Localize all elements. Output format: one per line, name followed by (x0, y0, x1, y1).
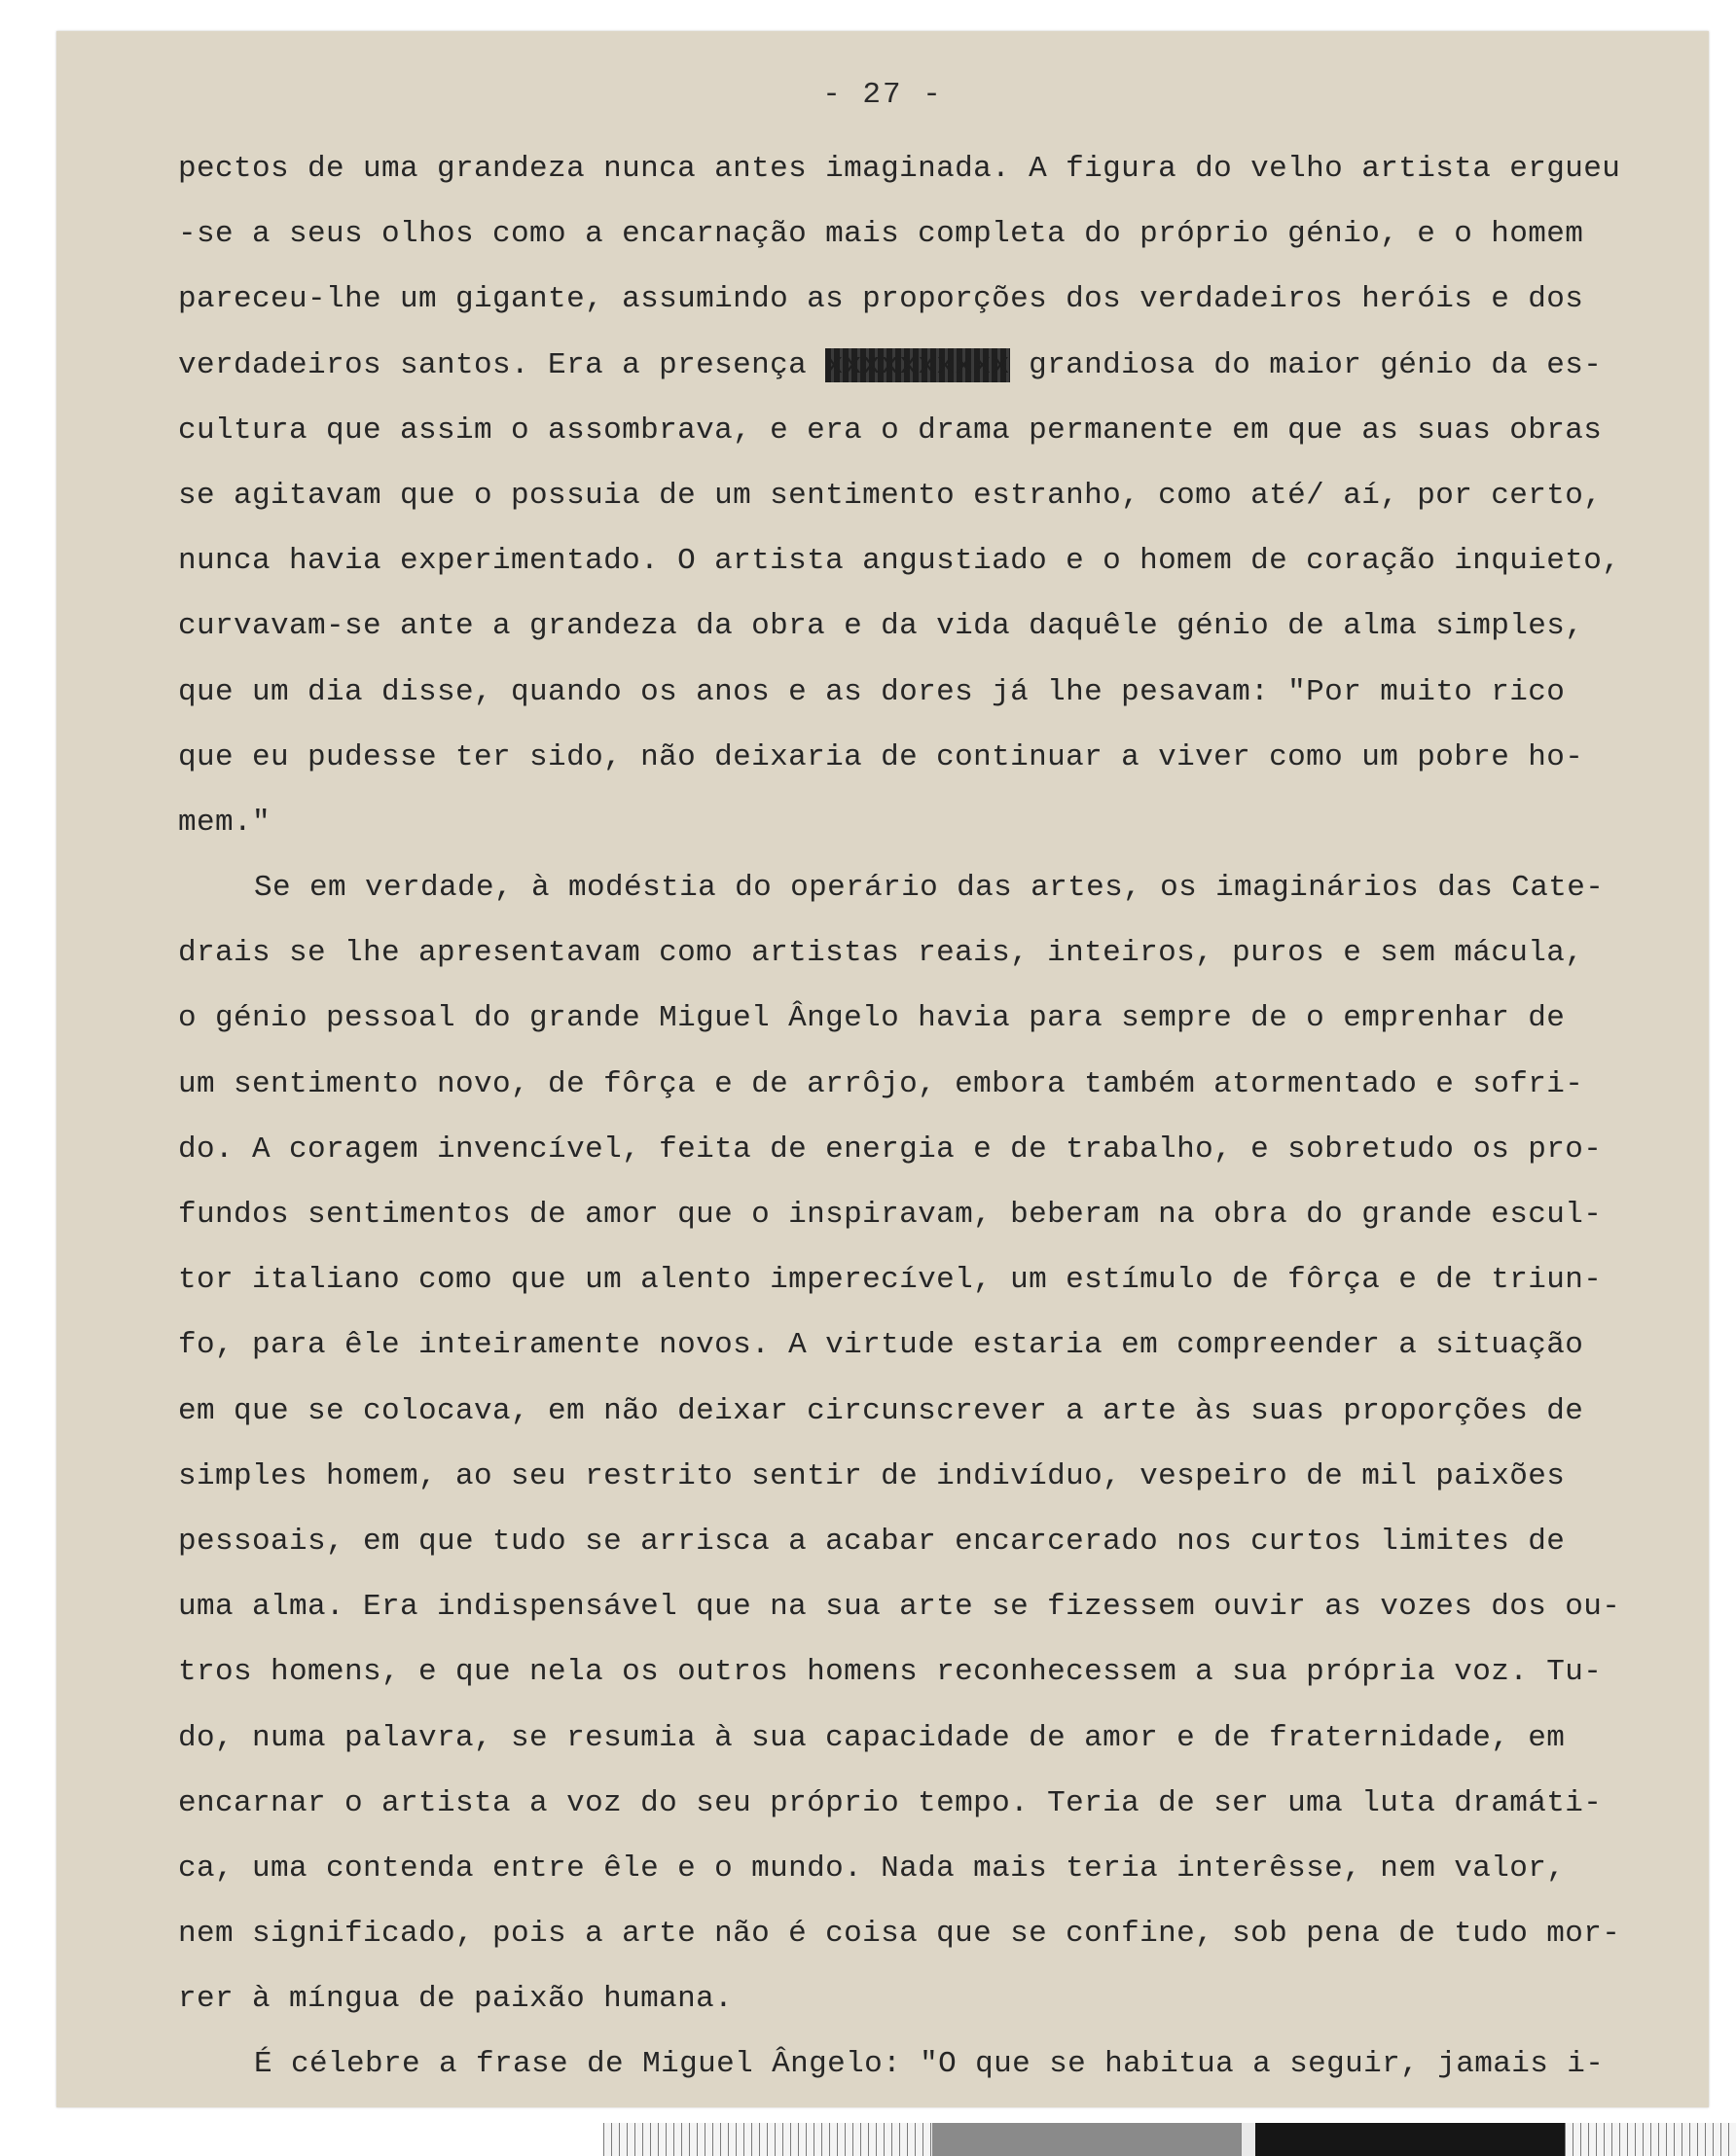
line-text: Se em verdade, à modéstia do operário das artes, os imaginários das Cate- (254, 871, 1605, 906)
text-line (178, 790, 1691, 855)
text-line (178, 463, 1691, 528)
line-text: encarnar o artista a voz do seu próprio tempo. Teria de ser uma luta dramáti- (178, 1785, 1603, 1820)
line-text: em que se colocava, em não deixar circunscrever a arte às suas proporções de (178, 1393, 1584, 1428)
document-page (56, 31, 1709, 2107)
text-line (178, 1444, 1691, 1509)
text-line (178, 1836, 1691, 1901)
text-line (178, 1706, 1691, 1771)
line-text-continued: grandiosa do maior génio da es- (1010, 347, 1603, 382)
scan-dark-patch (1255, 2123, 1565, 2156)
text-line (178, 2031, 1691, 2097)
line-text: uma alma. Era indispensável que na sua arte se fizessem ouvir as vozes dos ou- (178, 1590, 1621, 1625)
line-text: pectos de uma grandeza nunca antes imaginada. A figura do velho artista ergueu (178, 152, 1621, 186)
line-text: curvavam-se ante a grandeza da obra e da vida daquêle génio de alma simples, (178, 609, 1584, 644)
line-text: -se a seus olhos como a encarnação mais completa do próprio génio, e o homem (178, 217, 1584, 252)
text-line (178, 593, 1691, 659)
line-text: fundos sentimentos de amor que o inspiravam, beberam na obra do grande escul- (178, 1198, 1603, 1232)
text-line (178, 1182, 1691, 1247)
text-line (178, 528, 1691, 593)
text-line (178, 660, 1691, 725)
text-line (178, 855, 1691, 920)
text-line (178, 1574, 1691, 1639)
line-text: rer à míngua de paixão humana. (178, 1982, 734, 2017)
text-line (178, 333, 1691, 398)
scan-light-patch (1242, 2123, 1255, 2156)
text-line (178, 1901, 1691, 1966)
text-line (178, 267, 1691, 332)
line-text: cultura que assim o assombrava, e era o drama permanente em que as suas obras (178, 413, 1603, 448)
text-line (178, 1771, 1691, 1836)
text-line (178, 1247, 1691, 1312)
text-line (178, 1509, 1691, 1574)
struck-out-word: xxxxxxxxxx (825, 347, 1011, 382)
text-line (178, 1379, 1691, 1444)
text-line (178, 1117, 1691, 1182)
text-line (178, 136, 1691, 201)
line-text: tor italiano como que um alento imperecível, um estímulo de fôrça e de triun- (178, 1263, 1603, 1298)
line-text: do. A coragem invencível, feita de energia e de trabalho, e sobretudo os pro- (178, 1132, 1603, 1167)
body-text (178, 136, 1691, 2098)
line-text: fo, para êle inteiramente novos. A virtude estaria em compreender a situação (178, 1328, 1584, 1363)
scan-ruler-right (1565, 2123, 1736, 2156)
line-text: verdadeiros santos. Era a presença (178, 347, 808, 382)
page-number: - 27 - (822, 78, 943, 112)
line-text: do, numa palavra, se resumia à sua capacidade de amor e de fraternidade, em (178, 1720, 1566, 1755)
text-line (178, 1312, 1691, 1378)
line-text: drais se lhe apresentavam como artistas reais, inteiros, puros e sem mácula, (178, 936, 1584, 971)
text-line (178, 398, 1691, 463)
line-text: se agitavam que o possuia de um sentimento estranho, como até/ aí, por certo, (178, 478, 1603, 513)
text-line (178, 1052, 1691, 1117)
line-text: mem." (178, 805, 271, 840)
line-text: pareceu-lhe um gigante, assumindo as proporções dos verdadeiros heróis e dos (178, 282, 1584, 317)
line-text: que um dia disse, quando os anos e as dores já lhe pesavam: "Por muito rico (178, 674, 1566, 709)
text-line (178, 920, 1691, 986)
line-text: nem significado, pois a arte não é coisa que se confine, sob pena de tudo mor- (178, 1917, 1621, 1952)
text-line (178, 986, 1691, 1051)
text-line (178, 1639, 1691, 1705)
text-line (178, 725, 1691, 790)
line-text: ca, uma contenda entre êle e o mundo. Nada mais teria interêsse, nem valor, (178, 1851, 1566, 1886)
line-text: que eu pudesse ter sido, não deixaria de continuar a viver como um pobre ho- (178, 739, 1584, 774)
text-line (178, 201, 1691, 267)
line-text: nunca havia experimentado. O artista angustiado e o homem de coração inquieto, (178, 544, 1621, 579)
text-line (178, 1966, 1691, 2031)
scan-grey-patch (932, 2123, 1242, 2156)
line-text: pessoais, em que tudo se arrisca a acabar encarcerado nos curtos limites de (178, 1524, 1566, 1559)
line-text: simples homem, ao seu restrito sentir de indivíduo, vespeiro de mil paixões (178, 1458, 1566, 1493)
line-text: o génio pessoal do grande Miguel Ângelo havia para sempre de o emprenhar de (178, 1001, 1566, 1036)
scan-ruler (603, 2123, 932, 2156)
scan-color-bar (603, 2123, 1736, 2156)
line-text: É célebre a frase de Miguel Ângelo: "O que se habitua a seguir, jamais i- (254, 2047, 1605, 2082)
line-text: tros homens, e que nela os outros homens reconhecessem a sua própria voz. Tu- (178, 1655, 1603, 1690)
line-text: um sentimento novo, de fôrça e de arrôjo, embora também atormentado e sofri- (178, 1066, 1584, 1101)
